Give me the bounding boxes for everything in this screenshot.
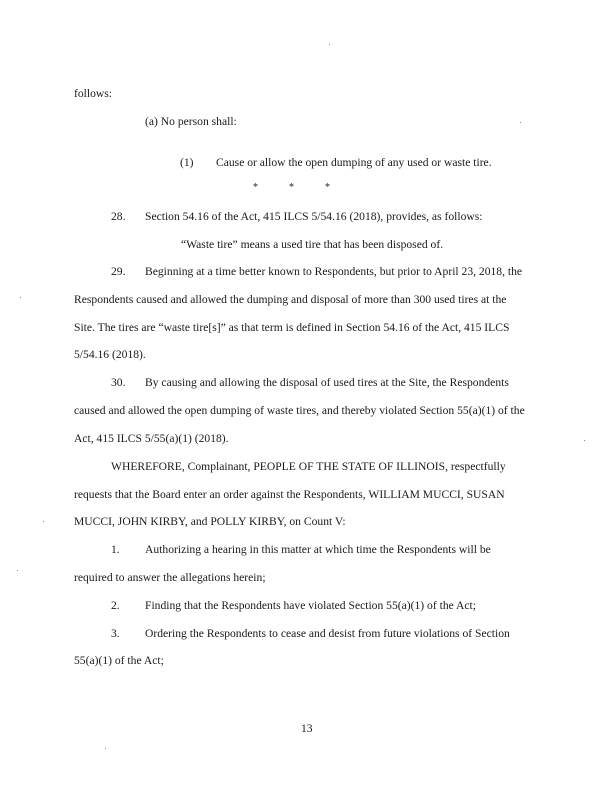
paragraph-number: 30. — [111, 376, 126, 389]
scan-speck — [43, 521, 44, 522]
text-line: Respondents caused and allowed the dumping and disposal of more than 300 used tires at the — [74, 293, 507, 306]
text-line: Beginning at a time better known to Respondents, but prior to April 23, 2018, the — [145, 265, 523, 278]
list-marker: 3. — [111, 627, 120, 640]
ellipsis-star: * — [325, 182, 330, 193]
text-line: Finding that the Respondents have violated Section 55(a)(1) of the Act; — [145, 599, 476, 612]
text-line: Section 54.16 of the Act, 415 ILCS 5/54.16 (2018), provides, as follows: — [145, 210, 483, 223]
text-line: 5/54.16 (2018). — [74, 348, 146, 361]
list-marker: 2. — [111, 599, 120, 612]
text-line: Authorizing a hearing in this matter at which time the Respondents will be — [145, 543, 491, 556]
text-line: requests that the Board enter an order against the Respondents, WILLIAM MUCCI, SUSAN — [74, 488, 505, 501]
text-line: Ordering the Respondents to cease and desist from future violations of Section — [145, 627, 510, 640]
text-line: MUCCI, JOHN KIRBY, and POLLY KIRBY, on Count V: — [74, 515, 346, 528]
scan-speck — [105, 748, 106, 749]
scan-speck — [520, 122, 521, 123]
text-line: WHEREFORE, Complainant, PEOPLE OF THE STATE OF ILLINOIS, respectfully — [111, 460, 506, 473]
text-line: Act, 415 ILCS 5/55(a)(1) (2018). — [74, 432, 229, 445]
list-marker: (1) — [180, 156, 194, 169]
scan-speck — [20, 297, 21, 298]
text-line: 55(a)(1) of the Act; — [74, 654, 164, 667]
page-number: 13 — [301, 722, 313, 735]
scan-speck — [329, 44, 330, 45]
scan-speck — [17, 570, 18, 571]
text-line: Cause or allow the open dumping of any used or waste tire. — [216, 156, 492, 169]
ellipsis-star: * — [289, 182, 294, 193]
text-line: caused and allowed the open dumping of waste tires, and thereby violated Section 55(a)(1) of the — [74, 404, 525, 417]
text-line: follows: — [74, 87, 113, 100]
list-marker: 1. — [111, 543, 120, 556]
text-line: By causing and allowing the disposal of used tires at the Site, the Respondents — [145, 376, 509, 389]
quote-line: “Waste tire” means a used tire that has been disposed of. — [181, 238, 444, 251]
text-line: (a) No person shall: — [145, 115, 237, 128]
scan-speck — [584, 440, 585, 441]
paragraph-number: 29. — [111, 265, 126, 278]
text-line: required to answer the allegations herein; — [74, 571, 266, 584]
text-line: Site. The tires are “waste tire[s]” as that term is defined in Section 54.16 of the Act, 415 ILCS — [74, 321, 510, 334]
ellipsis-star: * — [253, 182, 258, 193]
paragraph-number: 28. — [111, 210, 126, 223]
